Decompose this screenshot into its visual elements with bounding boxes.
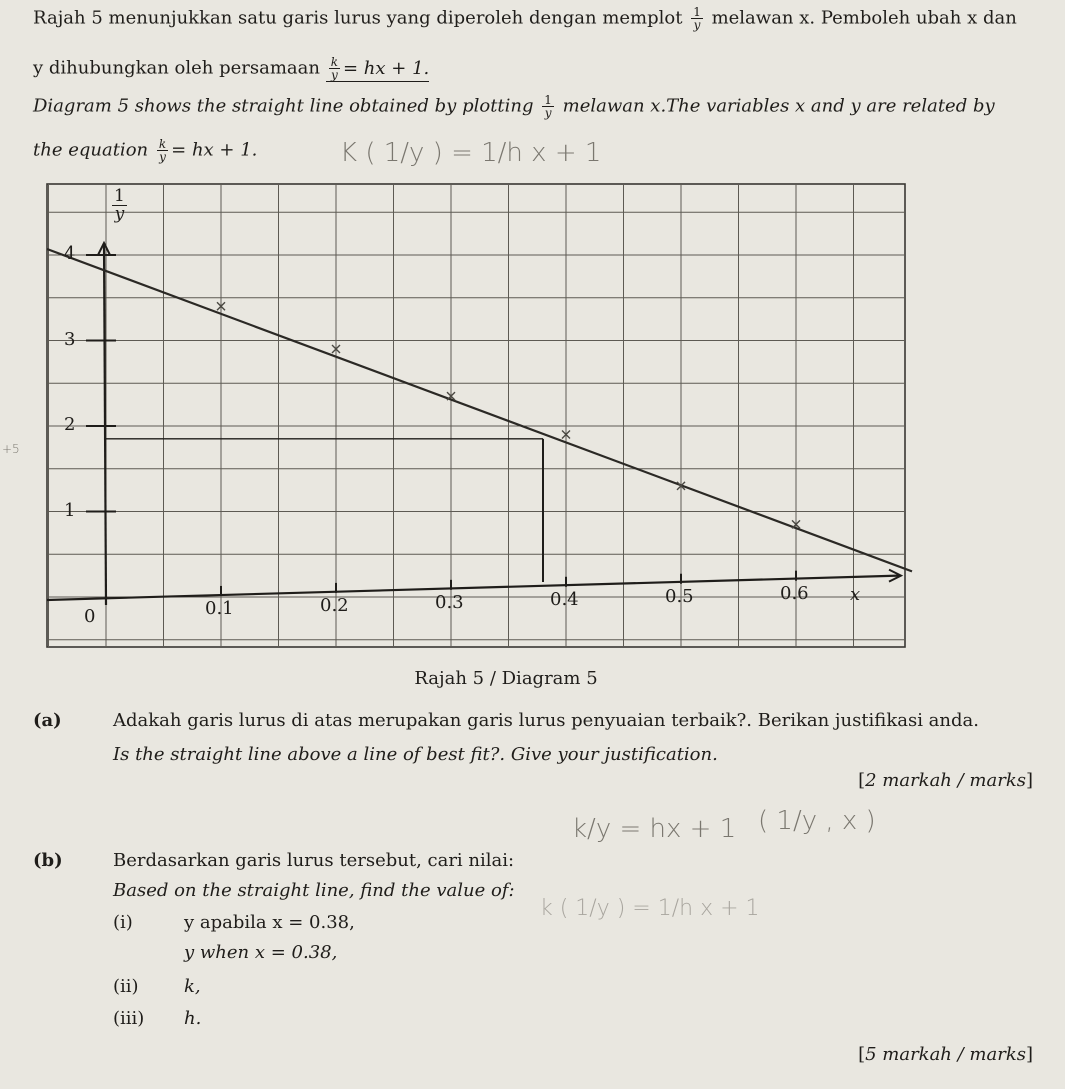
question-b-iii-label: (iii) [113,1008,145,1029]
fraction-one-over-y-en: $\frac{1}{y}$ [544,93,552,120]
handwritten-note-top: K ( 1/y ) = 1/h x + 1 [340,138,602,168]
x-tick-label: 0.1 [205,597,234,619]
y-tick-label: 1 [64,499,76,521]
question-a-label: (a) [33,710,62,731]
question-a-marks: [2 markah / marks] [858,770,1033,791]
question-b-i-en: y when x = 0.38, [184,942,338,963]
best-fit-line [47,249,912,582]
question-b-ii-text: k, [184,976,201,997]
question-b-ms: Berdasarkan garis lurus tersebut, cari nilai: [113,850,515,871]
handwritten-note-b-eq: k/y = hx + 1 [572,814,737,844]
figure-caption: Rajah 5 / Diagram 5 [414,668,598,689]
fraction-one-over-y: $\frac{1}{y}$ [693,5,701,32]
handwritten-note-margin: +5 [2,442,20,456]
intro-en-line2: the equation $\frac{k}{y}$ = hx + 1. [33,137,258,164]
handwritten-note-b-eq2: k ( 1/y ) = 1/h x + 1 [540,896,760,921]
x-tick-label: 0.4 [550,588,579,610]
intro-ms-line2: y dihubungkan oleh persamaan $\frac{k}{y}$ = hx + 1. [33,55,430,82]
x-tick-label: 0.6 [780,582,809,604]
x-tick-label: 0.2 [320,594,349,616]
equation-underlined: $\frac{k}{y}$ = hx + 1. [326,58,430,82]
question-b-ii-label: (ii) [113,976,139,997]
grid [47,184,905,647]
y-tick-label: 4 [64,243,76,264]
question-b-iii-text: h. [184,1008,202,1029]
y-tick-label: 2 [64,414,76,435]
y-axis-label: $\frac{1}{y}$ [114,186,125,224]
y-tick-label: 3 [64,328,76,350]
handwritten-note-b-pair: ( 1/y , x ) [758,806,876,836]
graph-frame [47,184,905,647]
question-b-label: (b) [33,850,63,871]
intro-ms-line1-after: melawan x. Pemboleh ubah x dan [711,7,1017,29]
question-a-en: Is the straight line above a line of best fit?. Give your justification. [113,744,718,765]
question-b-i-label: (i) [113,912,133,933]
x-axis [47,576,899,600]
origin-label: 0 [84,606,96,627]
x-axis-label: x [850,584,861,605]
question-b-marks: [5 markah / marks] [858,1044,1033,1065]
question-b-en: Based on the straight line, find the value of: [113,880,515,901]
question-b-i-ms: y apabila x = 0.38, [184,912,355,933]
intro-ms-line1-before: Rajah 5 menunjukkan satu garis lurus yang diperoleh dengan memplot [33,7,683,29]
x-tick-label: 0.5 [665,585,694,607]
x-tick-label: 0.3 [435,591,464,613]
intro-en-line1: Diagram 5 shows the straight line obtained by plotting $\frac{1}{y}$ melawan x.The variables x and y are related by [33,93,995,120]
question-a-ms: Adakah garis lurus di atas merupakan garis lurus penyuaian terbaik?. Berikan justifikasi anda. [113,710,979,731]
